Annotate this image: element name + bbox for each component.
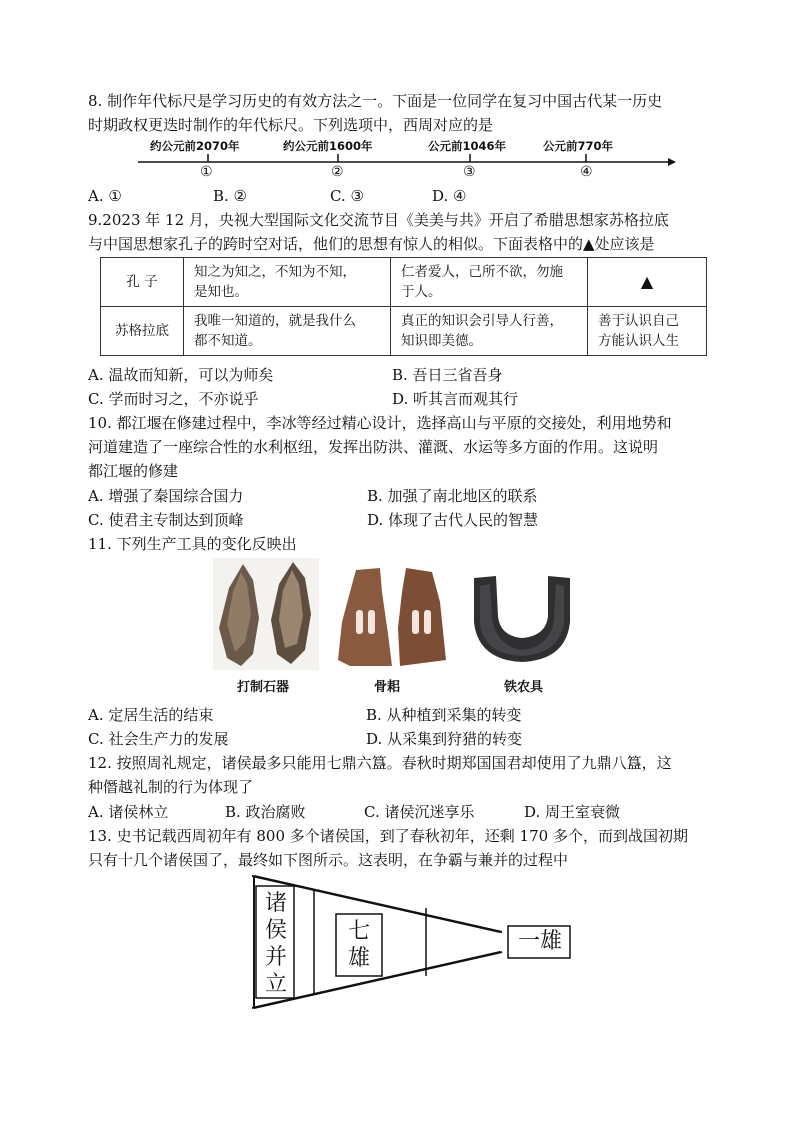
q11-option-c: C. 社会生产力的发展 [88, 730, 229, 748]
caption-iron-tools: 铁农具 [504, 680, 544, 695]
table-cell [391, 307, 588, 356]
q11-option-a: A. 定居生活的结束 [88, 706, 214, 724]
diagram-char: 诸 [264, 891, 287, 916]
table-cell [588, 307, 707, 356]
table-cell-line: 善于认识自己 [598, 313, 679, 329]
q12-option-a: A. 诸侯林立 [88, 803, 169, 821]
timeline-mark-2: ② [331, 164, 344, 180]
q8-stem-line1: 8. 制作年代标尺是学习历史的有效方法之一。下面是一位同学在复习中国古代某一历史 [88, 92, 663, 110]
q11-stem: 11. 下列生产工具的变化反映出 [88, 535, 297, 553]
caption-stone-tools: 打制石器 [237, 680, 290, 695]
table-cell-line: 真正的知识会引导人行善， [401, 313, 563, 329]
q8-option-a: A. ① [88, 187, 122, 205]
timeline-axis [138, 150, 678, 174]
timeline-label-1: 约公元前2070年 [150, 139, 240, 153]
q10-stem-line1: 10. 都江堰在修建过程中，李冰等经过精心设计，选择高山与平原的交接处，利用地势和 [88, 414, 672, 432]
table-cell-line: 仁者爱人，己所不欲，勿施 [401, 264, 563, 280]
q12-option-d: D. 周王室衰微 [524, 803, 621, 821]
timeline-mark-3: ③ [463, 164, 476, 180]
caption-bone-spade: 骨耜 [374, 680, 401, 695]
table-cell [184, 307, 391, 356]
table-row [101, 258, 707, 307]
q8-option-b: B. ② [213, 187, 248, 205]
q9-option-b: B. 吾日三省吾身 [392, 366, 503, 384]
q12-option-b: B. 政治腐败 [225, 803, 306, 821]
diagram-right-label: 一雄 [517, 929, 562, 954]
diagram-char: 侯 [264, 918, 287, 943]
comparison-table [100, 257, 707, 356]
q12-stem-line2: 种僭越礼制的行为体现了 [88, 778, 254, 796]
table-cell-line: 知之为知之，不知为不知， [194, 264, 356, 280]
q8-stem-line2: 时期政权更迭时制作的年代标尺。下列选项中，西周对应的是 [88, 116, 494, 134]
table-cell-line: 是知也。 [194, 284, 248, 300]
diagram-char: 并 [264, 945, 287, 970]
q10-option-d: D. 体现了古代人民的智慧 [367, 511, 539, 529]
bone-spade-image [336, 562, 448, 670]
table-row [101, 307, 707, 356]
q10-option-c: C. 使君主专制达到顶峰 [88, 511, 244, 529]
q9-stem-line2: 与中国思想家孔子的跨时空对话，他们的思想有惊人的相似。下面表格中的▲处应该是 [88, 235, 655, 253]
table-cell [184, 258, 391, 307]
q8-option-d: D. ④ [432, 187, 467, 205]
q10-stem-line3: 都江堰的修建 [88, 462, 179, 480]
q9-option-c: C. 学而时习之，不亦说乎 [88, 390, 259, 408]
q13-stem-line2: 只有十几个诸侯国了，最终如下图所示。这表明，在争霸与兼并的过程中 [88, 851, 569, 869]
table-cell-line: 都不知道。 [194, 333, 262, 349]
timeline-label-3: 公元前1046年 [428, 139, 507, 153]
diagram-left-label [259, 890, 293, 998]
q8-option-c: C. ③ [330, 187, 364, 205]
table-cell-kongzi: 孔 子 [101, 258, 184, 307]
diagram-char: 雄 [347, 946, 370, 971]
q10-option-a: A. 增强了秦国综合国力 [88, 487, 244, 505]
q12-stem-line1: 12. 按照周礼规定，诸侯最多只能用七鼎六簋。春秋时期郑国国君却使用了九鼎八簋，这 [88, 754, 672, 772]
timeline-label-4: 公元前770年 [543, 139, 614, 153]
stone-tools-image [213, 558, 319, 670]
iron-tool-image [470, 572, 574, 666]
q9-option-a: A. 温故而知新，可以为师矣 [88, 366, 274, 384]
q9-option-d: D. 听其言而观其行 [392, 390, 519, 408]
q10-stem-line2: 河道建造了一座综合性的水利枢纽，发挥出防洪、灌溉、水运等多方面的作用。这说明 [88, 438, 659, 456]
table-cell-line: 方能认识人生 [598, 333, 679, 349]
q13-stem-line1: 13. 史书记载西周初年有 800 多个诸侯国，到了春秋初年，还剩 170 多个，而到战国初期 [88, 827, 688, 845]
timeline-mark-4: ④ [580, 164, 593, 180]
q10-option-b: B. 加强了南北地区的联系 [367, 487, 538, 505]
diagram-char: 七 [347, 919, 370, 944]
timeline-mark-1: ① [200, 164, 213, 180]
table-cell-line: 知识即美德。 [401, 333, 482, 349]
table-cell-socrates: 苏格拉底 [101, 307, 184, 356]
diagram-char: 立 [264, 972, 287, 997]
table-cell [391, 258, 588, 307]
table-cell-line: 我唯一知道的，就是我什么 [194, 313, 356, 329]
q12-option-c: C. 诸侯沉迷享乐 [364, 803, 475, 821]
timeline-label-2: 约公元前1600年 [283, 139, 373, 153]
q11-option-b: B. 从种植到采集的转变 [366, 706, 522, 724]
diagram-middle-label [338, 918, 380, 972]
q11-option-d: D. 从采集到狩猎的转变 [366, 730, 523, 748]
q9-stem-line1: 9.2023 年 12 月，央视大型国际文化交流节目《美美与共》开启了希腊思想家苏格拉底 [88, 211, 669, 229]
table-cell-line: 于人。 [401, 284, 442, 300]
table-cell-blank: ▲ [588, 258, 707, 307]
